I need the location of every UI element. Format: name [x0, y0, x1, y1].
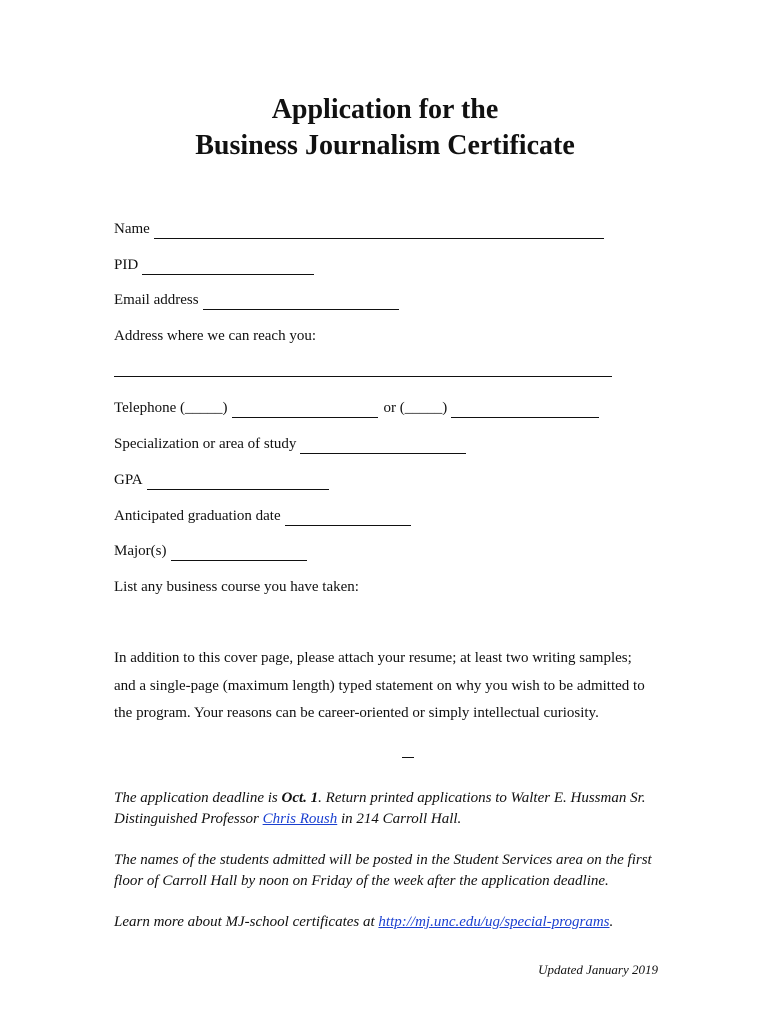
majors-field[interactable]	[171, 545, 307, 561]
specialization-field[interactable]	[300, 438, 466, 454]
updated-date: Updated January 2019	[538, 962, 658, 977]
learn-more-paragraph	[114, 912, 694, 933]
page-title	[0, 92, 770, 164]
graduation-label: Anticipated graduation date	[114, 508, 281, 524]
deadline-line-2	[114, 809, 694, 830]
majors-label: Major(s)	[114, 543, 167, 559]
telephone-field-2[interactable]	[451, 402, 599, 418]
posting-line-2: floor of Carroll Hall by noon on Friday of the week after the application deadline.	[114, 872, 609, 889]
address-label: Address where we can reach you:	[114, 328, 316, 344]
posting-line-1: The names of the students admitted will be posted in the Student Services area on the first	[114, 852, 652, 868]
posting-paragraph	[114, 850, 694, 891]
graduation-row	[114, 506, 411, 526]
deadline-text-pre: The application deadline is	[114, 790, 282, 806]
name-field[interactable]	[154, 223, 604, 239]
email-label: Email address	[114, 292, 199, 308]
majors-row	[114, 541, 307, 561]
learn-more-post: .	[609, 914, 614, 930]
professor-link[interactable]: Chris Roush	[262, 810, 338, 827]
gpa-row	[114, 470, 329, 490]
graduation-field[interactable]	[285, 510, 411, 526]
deadline-text-pre2: Distinguished Professor	[114, 810, 263, 827]
separator-dash	[402, 757, 414, 758]
instructions-line-3: the program. Your reasons can be career-oriented or simply intellectual curiosity.	[114, 705, 599, 721]
instructions-paragraph	[114, 645, 674, 728]
telephone-field-1[interactable]	[232, 402, 378, 418]
deadline-text-mid: . Return printed applications to Walter E. Hussman Sr.	[318, 790, 646, 806]
gpa-field[interactable]	[147, 474, 329, 490]
deadline-date: Oct. 1	[281, 790, 319, 806]
address-field[interactable]	[114, 376, 612, 377]
deadline-paragraph	[114, 788, 694, 829]
gpa-label: GPA	[114, 472, 143, 488]
instructions-line-1: In addition to this cover page, please attach your resume; at least two writing samples;	[114, 650, 632, 666]
name-label: Name	[114, 221, 150, 237]
deadline-line-1	[114, 788, 694, 809]
deadline-text-post2: in 214 Carroll Hall.	[337, 810, 462, 827]
courses-label: List any business course you have taken:	[114, 579, 359, 595]
email-field[interactable]	[203, 294, 399, 310]
pid-label: PID	[114, 257, 139, 273]
instructions-line-2: and a single-page (maximum length) typed statement on why you wish to be admitted to	[114, 677, 645, 694]
telephone-or-label: or (_____)	[383, 400, 448, 416]
telephone-label: Telephone (_____)	[114, 400, 228, 416]
title-line-2: Business Journalism Certificate	[195, 130, 575, 161]
email-row	[114, 290, 399, 310]
specialization-row	[114, 434, 466, 454]
specialization-label: Specialization or area of study	[114, 436, 297, 452]
address-row	[114, 326, 316, 346]
courses-row	[114, 577, 359, 597]
pid-field[interactable]	[142, 259, 314, 275]
learn-more-line	[114, 912, 694, 933]
pid-row	[114, 255, 314, 275]
name-row	[114, 219, 604, 239]
telephone-row	[114, 398, 599, 418]
learn-more-text: Learn more about MJ-school certificates at	[114, 914, 379, 930]
title-line-1: Application for the	[271, 94, 499, 125]
certificates-link[interactable]: http://mj.unc.edu/ug/special-programs	[378, 914, 610, 930]
